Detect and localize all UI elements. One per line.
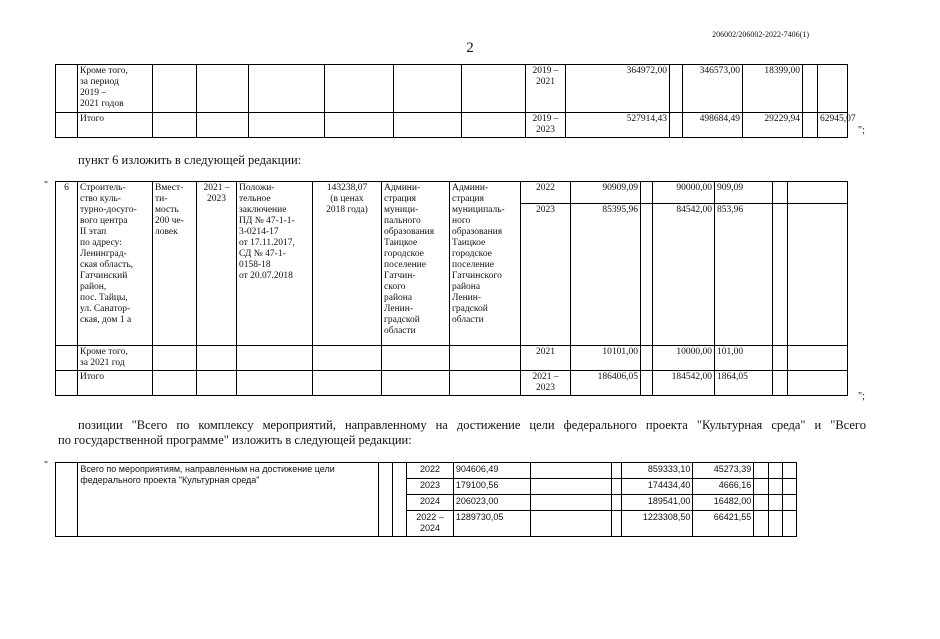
- row-label: Кроме того, за период 2019 – 2021 годов: [78, 65, 153, 113]
- year-cell: 2022: [407, 463, 454, 479]
- years-cell: 2021 – 2023: [197, 182, 237, 346]
- table-row: [56, 371, 848, 396]
- period-cell: 2019 – 2023: [526, 113, 566, 138]
- total-cell: 186406,05: [571, 371, 641, 396]
- federal-cell: 498684,49: [683, 113, 743, 138]
- year-cell: 2023: [407, 479, 454, 495]
- total-cell: 364972,00: [566, 65, 670, 113]
- table-total-cultural-environment: [55, 462, 797, 537]
- year-cell: 2022 – 2024: [407, 511, 454, 537]
- regional-cell: 4666,16: [693, 479, 754, 495]
- regional-cell: 909,09: [715, 182, 773, 204]
- regional-cell: 1864,05: [715, 371, 773, 396]
- row-label: Всего по мероприятиям, направленным на достижение цели федерального проекта "Культурная среда": [78, 463, 378, 537]
- regional-cell: 853,96: [715, 204, 773, 346]
- year-cell: 2021: [521, 346, 571, 371]
- total-cell: 1289730,05: [453, 511, 530, 537]
- federal-cell: 1223308,50: [622, 511, 693, 537]
- total-cell: 904606,49: [453, 463, 530, 479]
- instruction-paragraph-line2: по государственной программе" изложить в следующей редакции:: [58, 433, 412, 447]
- regional-cell: 101,00: [715, 346, 773, 371]
- capacity-cell: Вмест- ти- мость 200 че- ловек: [153, 182, 197, 346]
- table-row: [56, 346, 848, 371]
- opening-quote-mark: ": [44, 180, 49, 191]
- federal-cell: 346573,00: [683, 65, 743, 113]
- year-cell: 2024: [407, 495, 454, 511]
- federal-cell: 174434,40: [622, 479, 693, 495]
- federal-cell: 84542,00: [653, 204, 715, 346]
- federal-cell: 10000,00: [653, 346, 715, 371]
- row-label: Кроме того, за 2021 год: [78, 346, 153, 371]
- table-row: [56, 182, 848, 204]
- instruction-paragraph: пункт 6 изложить в следующей редакции:: [78, 153, 302, 167]
- closing-quote-mark: ";: [858, 125, 865, 136]
- item-number: 6: [56, 182, 78, 346]
- federal-cell: 184542,00: [653, 371, 715, 396]
- conclusion-cell: Положи- тельное заключение ПД № 47-1-1- 3-0214-17 от 17.11.2017, СД № 47-1- 0158-18 от 20.07.2018: [237, 182, 313, 346]
- customer-cell: Админи- страция муници- пального образования Таицкое городское поселение Гатчин- ского района Ленин- градской области: [382, 182, 450, 346]
- total-cell: 206023,00: [453, 495, 530, 511]
- period-cell: 2019 – 2021: [526, 65, 566, 113]
- federal-cell: 90000,00: [653, 182, 715, 204]
- row-label: Итого: [78, 371, 153, 396]
- row-label: Итого: [78, 113, 153, 138]
- table-row: [56, 65, 848, 113]
- federal-cell: 189541,00: [622, 495, 693, 511]
- object-name: Строитель- ство куль- турно-досуго- вого центра II этап по адресу: Ленинград- ская область, Гатчинский район, пос. Тайцы, ул. Санатор- ская, дом 1 а: [78, 182, 153, 346]
- federal-cell: 859333,10: [622, 463, 693, 479]
- table-row: [56, 113, 848, 138]
- table-row: [56, 463, 797, 479]
- extra-cell: 62945,07: [818, 113, 848, 138]
- extra-cell: [818, 65, 848, 113]
- regional-cell: 18399,00: [743, 65, 803, 113]
- regional-cell: 45273,39: [693, 463, 754, 479]
- table-item-6: [55, 181, 848, 396]
- opening-quote-mark: ": [44, 460, 49, 471]
- table-summary-2019: [55, 64, 856, 138]
- regional-cell: 29229,94: [743, 113, 803, 138]
- page-number: 2: [466, 40, 474, 56]
- total-cell: 179100,56: [453, 479, 530, 495]
- total-cell: 10101,00: [571, 346, 641, 371]
- closing-quote-mark: ";: [858, 391, 865, 402]
- total-cell: 90909,09: [571, 182, 641, 204]
- year-cell: 2023: [521, 204, 571, 346]
- year-cell: 2022: [521, 182, 571, 204]
- instruction-paragraph-line1: позиции "Всего по комплексу мероприятий, направленному на достижение цели федерального проекта "Культурная среда" и "Всего: [78, 418, 866, 432]
- total-cell: 527914,43: [566, 113, 670, 138]
- regional-cell: 16482,00: [693, 495, 754, 511]
- beneficiary-cell: Админи- страция муниципаль- ного образования Таицкое городское поселение Гатчинского района Ленин- градской области: [450, 182, 521, 346]
- total-cell: 85395,96: [571, 204, 641, 346]
- regional-cell: 66421,55: [693, 511, 754, 537]
- cost-cell: 143238,07 (в ценах 2018 года): [313, 182, 382, 346]
- document-number: 206002/206002-2022-7406(1): [712, 30, 809, 39]
- year-cell: 2021 – 2023: [521, 371, 571, 396]
